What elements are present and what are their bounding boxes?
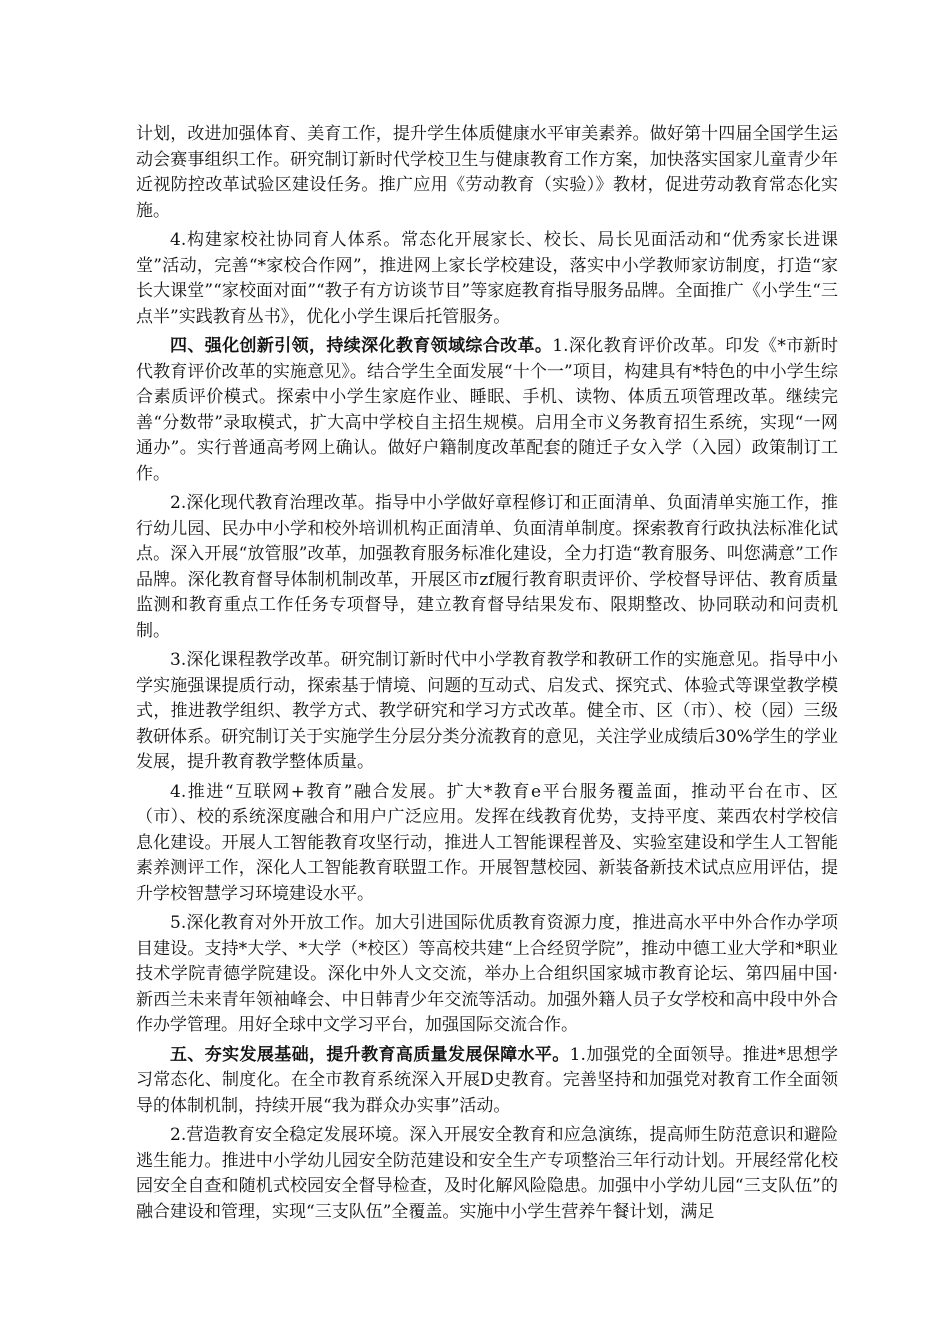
paragraph-text: 3.深化课程教学改革。研究制订新时代中小学教育教学和教研工作的实施意见。指导中小学实施强课提质行动，探索基于情境、问题的互动式、启发式、探究式、体验式等课堂教学模式，推进教学组织、教学方式、教学研究和学习方式改革。健全市、区（市）、校（园）三级教研体系。研究制订关于实施学生分层分类分流教育的意见，关注学业成绩后30%学生的学业发展，提升教育教学整体质量。 <box>136 650 838 772</box>
paragraph-text: 4.构建家校社协同育人体系。常态化开展家长、校长、局长见面活动和“优秀家长进课堂”活动，完善“*家校合作网”，推进网上家长学校建设，落实中小学教师家访制度，打造“家长大课堂”“家校面对面”“教子有方访谈节目”等家庭教育指导服务品牌。全面推广《小学生“三点半”实践教育丛书》，优化小学生课后托管服务。 <box>136 230 838 327</box>
paragraph-safety-environment <box>136 1123 838 1225</box>
paragraph-text: 2.深化现代教育治理改革。指导中小学做好章程修订和正面清单、负面清单实施工作，推行幼儿园、民办中小学和校外培训机构正面清单、负面清单制度。探索教育行政执法标准化试点。深入开展“放管服”改革，加强教育服务标准化建设，全力打造“教育服务、叫您满意”工作品牌。深化教育督导体制机制改革，开展区市zf履行教育职责评价、学校督导评估、教育质量监测和教育重点工作任务专项督导，建立教育督导结果发布、限期整改、协同联动和问责机制。 <box>136 493 838 641</box>
section-five-foundation <box>136 1043 838 1120</box>
paragraph-text: 5.深化教育对外开放工作。加大引进国际优质教育资源力度，推进高水平中外合作办学项目建设。支持*大学、*大学（*校区）等高校共建“上合经贸学院”，推动中德工业大学和*职业技术学院青德学院建设。深化中外人文交流，举办上合组织国家城市教育论坛、第四届中国·新西兰未来青年领袖峰会、中日韩青少年交流等活动。加强外籍人员子女学校和高中段中外合作办学管理。用好全球中文学习平台，加强国际交流合作。 <box>136 913 838 1035</box>
paragraph-opening-up <box>136 911 838 1039</box>
section-heading: 五、夯实发展基础，提升教育高质量发展保障水平。 <box>170 1044 570 1065</box>
paragraph-governance-reform <box>136 491 838 644</box>
paragraph-text: 计划，改进加强体育、美育工作，提升学生体质健康水平审美素养。做好第十四届全国学生运动会赛事组织工作。研究制订新时代学校卫生与健康教育工作方案，加快落实国家儿童青少年近视防控改革试验区建设任务。推广应用《劳动教育（实验）》教材，促进劳动教育常态化实施。 <box>136 124 838 221</box>
section-heading: 四、强化创新引领，持续深化教育领域综合改革。 <box>170 336 553 356</box>
paragraph-internet-education <box>136 780 838 908</box>
paragraph-text: 2.营造教育安全稳定发展环境。深入开展安全教育和应急演练，提高师生防范意识和避险逃生能力。推进中小学幼儿园安全防范建设和安全生产专项整治三年行动计划。开展经常化校园安全自查和随机式校园安全督导检查，及时化解风险隐患。加强中小学幼儿园“三支队伍”的融合建设和管理，实现“三支队伍”全覆盖。实施中小学生营养午餐计划，满足 <box>136 1125 838 1222</box>
paragraph-text: 4.推进“互联网+教育”融合发展。扩大*教育e平台服务覆盖面，推动平台在市、区（市）、校的系统深度融合和用户广泛应用。发挥在线教育优势，支持平度、莱西农村学校信息化建设。开展人工智能教育攻坚行动，推进人工智能课程普及、实验室建设和学生人工智能素养测评工作，深化人工智能教育联盟工作。开展智慧校园、新装备新技术试点应用评估，提升学校智慧学习环境建设水平。 <box>136 781 838 904</box>
paragraph-text: 1.深化教育评价改革。印发《*市新时代教育评价改革的实施意见》。结合学生全面发展“十个一”项目，构建具有*特色的中小学生综合素质评价模式。探索中小学生家庭作业、睡眠、手机、读物、体质五项管理改革。继续完善“分数带”录取模式，扩大高中学校自主招生规模。启用全市义务教育招生系统，实现“一网通办”。实行普通高考网上确认。做好户籍制度改革配套的随迁子女入学（入园）政策制订工作。 <box>136 336 838 484</box>
section-four-reform <box>136 334 838 487</box>
paragraph-text: 1.加强党的全面领导。推进*思想学习常态化、制度化。在全市教育系统深入开展D史教育。完善坚持和加强党对教育工作全面领导的体制机制，持续开展“我为群众办实事”活动。 <box>136 1044 838 1116</box>
paragraph-curriculum-reform <box>136 648 838 776</box>
paragraph-home-school-cooperation <box>136 228 838 330</box>
paragraph-continued-plan <box>136 122 838 224</box>
